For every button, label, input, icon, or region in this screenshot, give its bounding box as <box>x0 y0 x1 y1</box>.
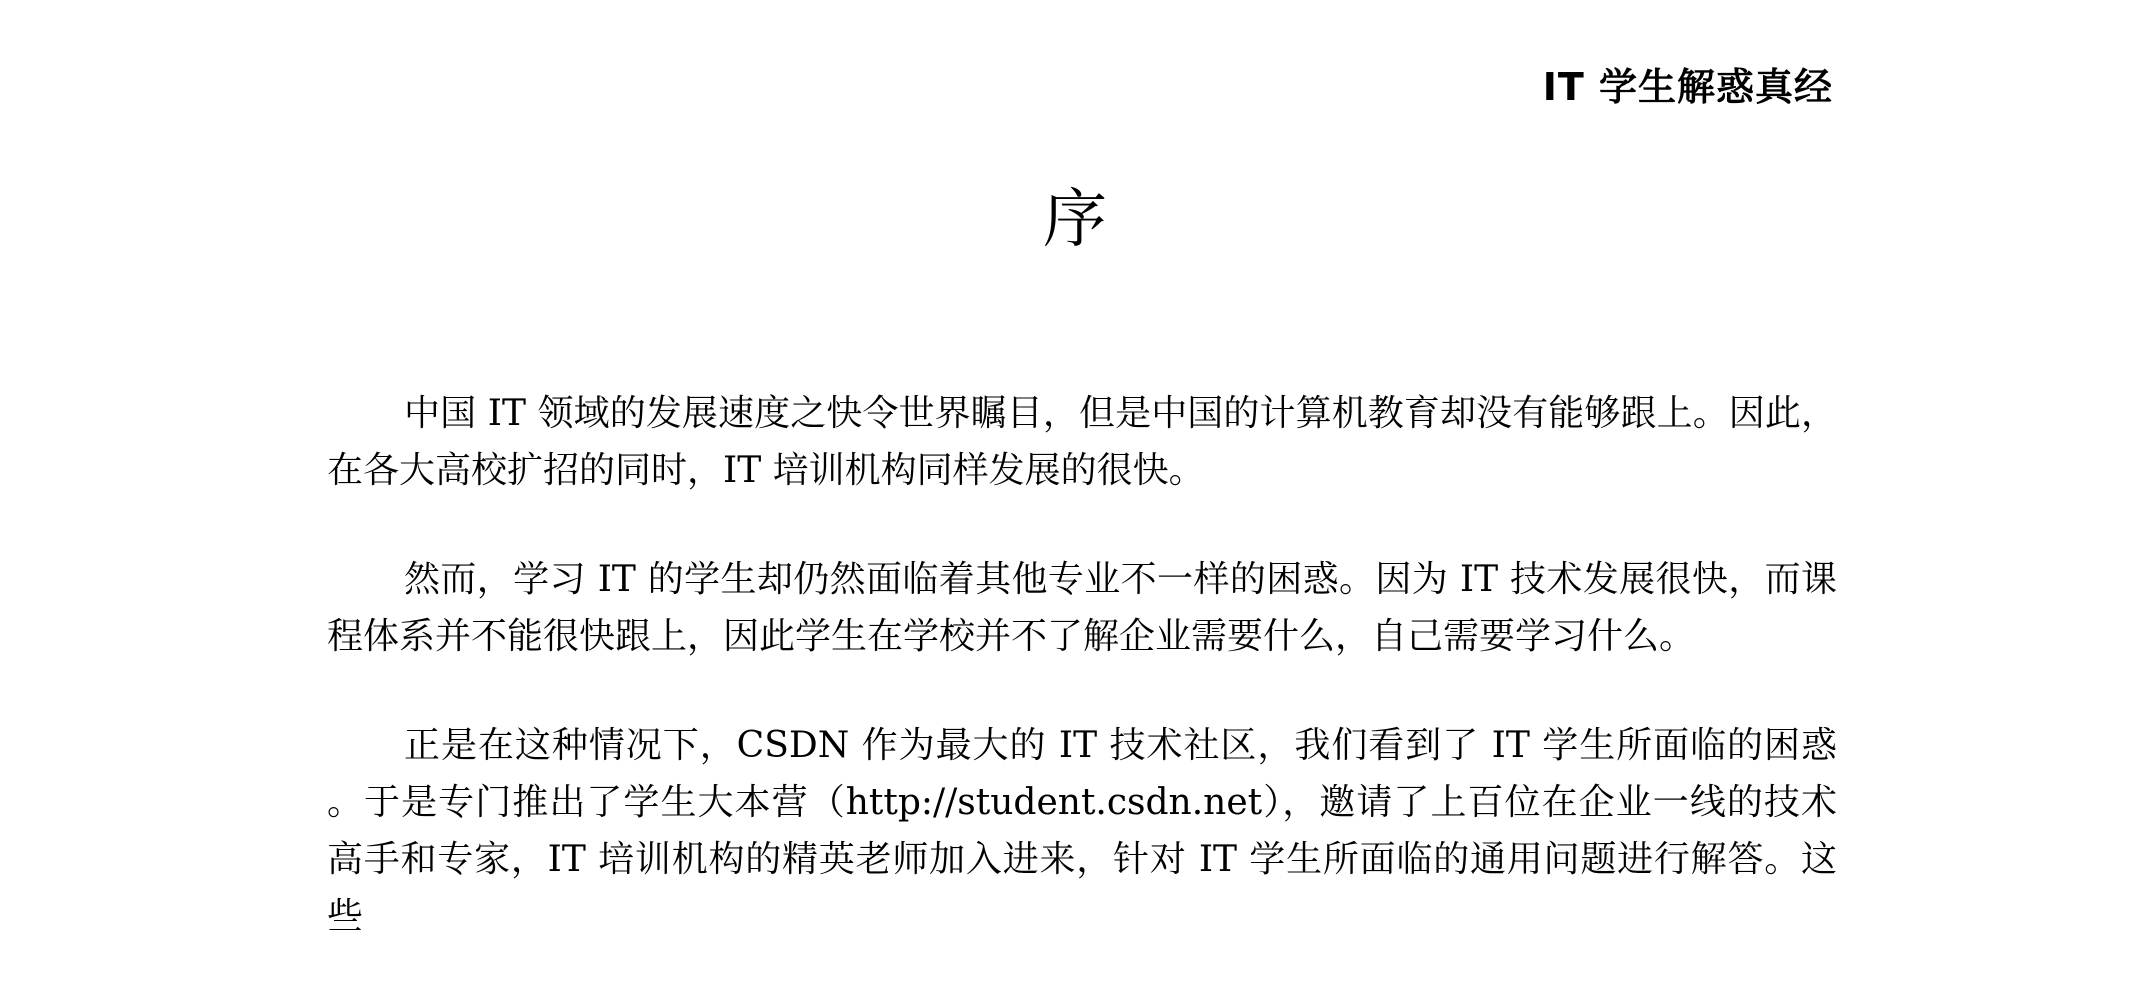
paragraph: 中国 IT 领域的发展速度之快令世界瞩目，但是中国的计算机教育却没有能够跟上。因此，在各大高校扩招的同时，IT 培训机构同样发展的很快。 <box>327 393 1837 491</box>
paragraph: 然而，学习 IT 的学生却仍然面临着其他专业不一样的困惑。因为 IT 技术发展很快，而课程体系并不能很快跟上，因此学生在学校并不了解企业需要什么，自己需要学习什么。 <box>327 559 1837 657</box>
running-header-title: IT 学生解惑真经 <box>1542 65 1833 109</box>
paragraph: 正是在这种情况下，CSDN 作为最大的 IT 技术社区，我们看到了 IT 学生所面临的困惑 。于是专门推出了学生大本营（http://student.csdn.net），邀请了上百位在企业一线的技术高手和专家，IT 培训机构的精英老师加入进来，针对 IT 学生所面临的通用问题进行解答。这些 <box>327 725 1837 937</box>
body-text <box>327 385 1837 997</box>
section-heading: 序 <box>1043 183 1107 257</box>
